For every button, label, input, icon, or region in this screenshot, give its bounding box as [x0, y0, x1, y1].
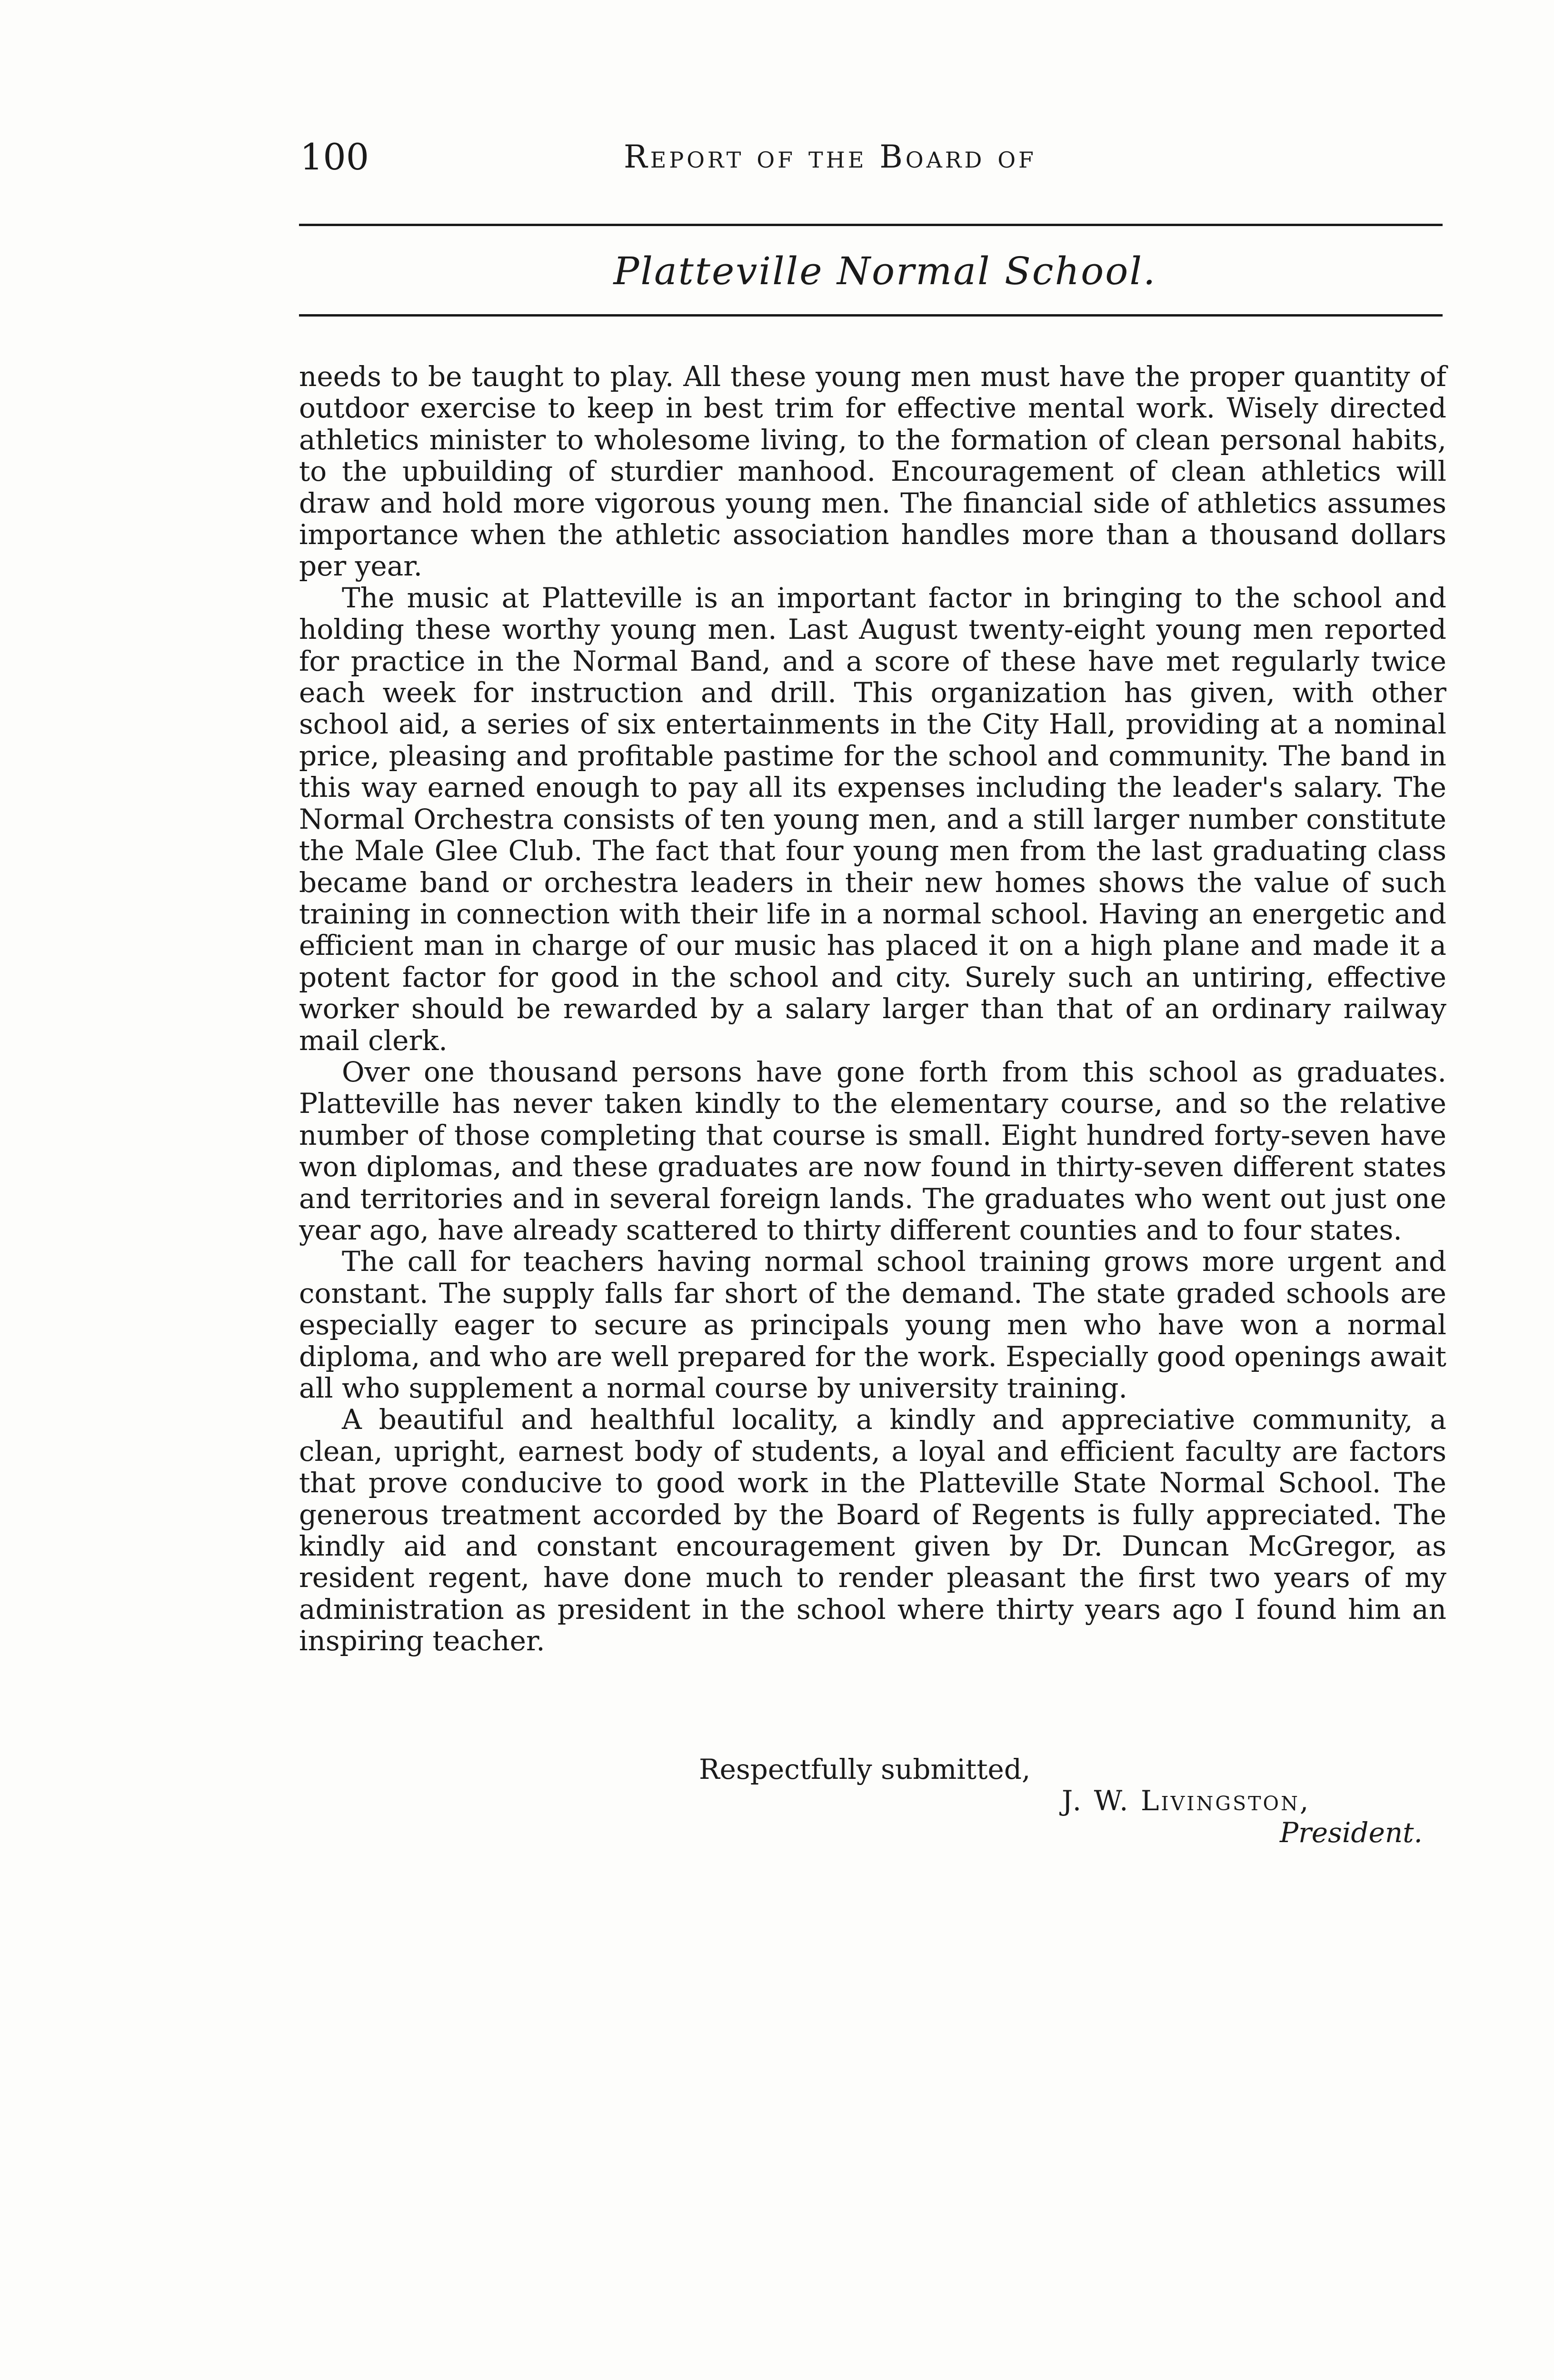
paragraph-conclusion: A beautiful and healthful locality, a kindly and appreciative community, a clean, upright, earnest body of students, a loyal and efficient faculty are factors that prove conducive to good work in the Platteville State Normal School. The generous treatment accorded by the Board of Regents is fully appreciated. The kindly aid and constant encouragement given by Dr. Duncan McGregor, as resident regent, have done much to render pleasant the first two years of my administration as president in the school where thirty years ago I found him an inspiring teacher.: [299, 1403, 1446, 1657]
paragraph-music: The music at Platteville is an important factor in bringing to the school and holding these worthy young men. Last August twenty-eight young men reported for practice in the Normal Band, and a score of these have met regularly twice each week for instruction and drill. This organization has given, with other school aid, a series of six entertainments in the City Hall, providing at a nominal price, pleasing and profitable pastime for the school and community. The band in this way earned enough to pay all its expenses including the leader's salary. The Normal Orchestra consists of ten young men, and a still larger number constitute the Male Glee Club. The fact that four young men from the last graduating class became band or orchestra leaders in their new homes shows the value of such training in connection with their life in a normal school. Having an energetic and efficient man in charge of our music has placed it on a high plane and made it a potent factor for good in the school and city. Surely such an untiring, effective worker should be rewarded by a salary larger than that of an ordinary railway mail clerk.: [299, 581, 1446, 1057]
report-body: [299, 361, 1446, 1657]
header-rule-bottom: [299, 314, 1443, 317]
signatory-name: J. W. Livingston,: [1062, 1785, 1311, 1817]
header-rule-top: [299, 224, 1443, 226]
running-head: Report of the Board of: [624, 139, 1036, 175]
page-number: 100: [300, 136, 369, 178]
signature-block: [299, 1754, 1446, 1848]
signatory-title: President.: [1280, 1816, 1423, 1849]
section-subtitle: Platteville Normal School.: [613, 249, 1157, 293]
paragraph-athletics: needs to be taught to play. All these young men must have the proper quantity of outdoor exercise to keep in best trim for effective mental work. Wisely directed athletics minister to wholesome living, to the formation of clean personal habits, to the upbuilding of sturdier manhood. Encouragement of clean athletics will draw and hold more vigorous young men. The financial side of athletics assumes importance when the athletic association handles more than a thousand dollars per year.: [299, 360, 1446, 583]
paragraph-teacher-demand: The call for teachers having normal school training grows more urgent and constant. The supply falls far short of the demand. The state graded schools are especially eager to secure as principals young men who have won a normal diploma, and who are well prepared for the work. Especially good openings await all who supplement a normal course by university training.: [299, 1245, 1446, 1404]
page-header: [300, 133, 1443, 181]
closing-salutation: Respectfully submitted,: [699, 1753, 1031, 1785]
paragraph-graduates: Over one thousand persons have gone forth from this school as graduates. Platteville has never taken kindly to the elementary course, and so the relative number of those completing that course is small. Eight hundred forty-seven have won diplomas, and these graduates are now found in thirty-seven different states and territories and in several foreign lands. The graduates who went out just one year ago, have already scattered to thirty different counties and to four states.: [299, 1055, 1446, 1246]
